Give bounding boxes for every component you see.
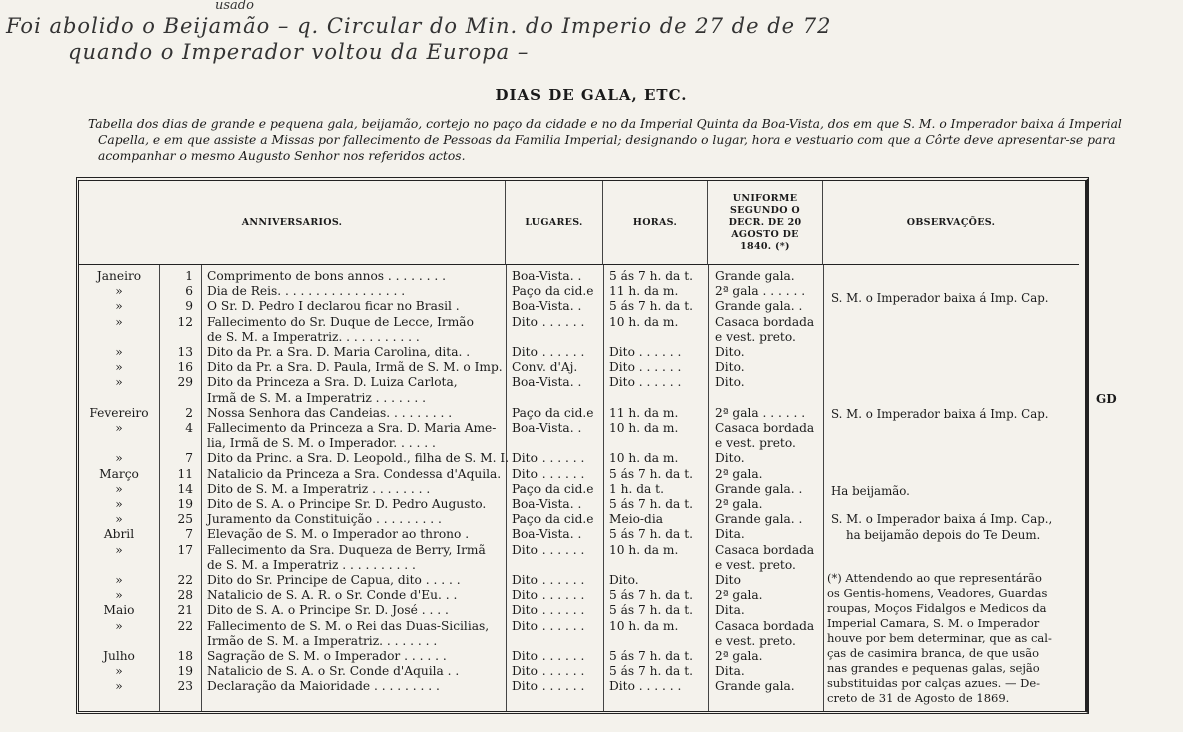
row-month: Janeiro: [96, 269, 142, 283]
row-time: 10 h. da m.: [609, 542, 679, 557]
row-uniform: Grande gala. .: [715, 299, 803, 314]
decree-note-line: Imperial Camara, S. M. o Imperador: [827, 616, 1040, 630]
row-place: Dito . . . . . .: [512, 466, 585, 481]
row-event: Dito de S. M. a Imperatriz . . . . . . . .: [207, 481, 431, 496]
row-place: Dito . . . . . .: [512, 542, 585, 557]
decree-note: [827, 571, 1052, 706]
row-time: 10 h. da m.: [609, 421, 679, 435]
row-day: 9: [185, 299, 193, 314]
row-day: 23: [177, 679, 193, 694]
row-place: Dito . . . . . .: [512, 679, 585, 694]
row-uniform: Casaca bordada: [715, 542, 815, 557]
row-place: Dito . . . . . .: [512, 588, 585, 603]
row-uniform: Casaca bordada: [715, 618, 815, 633]
row-uniform: Dito.: [715, 345, 745, 359]
row-day: 7: [185, 527, 193, 542]
row-time: 5 ás 7 h. da t.: [609, 527, 693, 542]
row-month: »: [115, 421, 123, 435]
row-place: Paço da cid.e: [512, 512, 594, 527]
row-day: 17: [177, 542, 193, 557]
row-place: Paço da cid.e: [512, 405, 594, 420]
row-month: »: [115, 664, 123, 679]
row-uniform: Dito.: [715, 451, 745, 466]
row-event: Dito de S. A. o Principe Sr. D. José . . . .: [207, 603, 449, 618]
handwritten-insert: usado: [215, 0, 254, 13]
row-time: 10 h. da m.: [609, 618, 679, 633]
row-day: 13: [177, 345, 193, 359]
row-place: Dito . . . . . .: [512, 603, 585, 618]
row-event: Sagração de S. M. o Imperador . . . . . .: [207, 649, 447, 663]
row-day: 29: [177, 375, 193, 390]
row-uniform: Grande gala.: [715, 679, 795, 694]
row-event: Dito da Pr. a Sra. D. Paula, Irmã de S. M. o Imp.: [207, 360, 503, 375]
row-day: 1: [185, 269, 193, 283]
row-event: Fallecimento de S. M. o Rei das Duas-Sicilias,: [207, 618, 490, 633]
row-day: 25: [177, 512, 193, 527]
row-event: Dia de Reis. . . . . . . . . . . . . . . . .: [207, 284, 406, 299]
row-event: Dito da Pr. a Sra. D. Maria Carolina, dita. .: [207, 345, 471, 359]
row-day: 11: [177, 466, 193, 481]
decree-note-line: creto de 31 de Agosto de 1869.: [827, 691, 1010, 705]
row-day: 7: [185, 451, 193, 466]
row-event: lia, Irmã de S. M. o Imperador. . . . . .: [207, 436, 436, 451]
col-divider-time: [708, 265, 709, 711]
decree-note-line: os Gentis-homens, Veadores, Guardas: [827, 586, 1048, 600]
col-divider-event: [506, 265, 507, 711]
observation-1: S. M. o Imperador baixa á Imp. Cap.: [831, 291, 1049, 305]
row-day: 22: [177, 618, 193, 633]
row-uniform: e vest. preto.: [715, 633, 796, 648]
row-event: Fallecimento da Princeza a Sra. D. Maria Ame-: [207, 421, 497, 435]
handwritten-line-1: Foi abolido o Beijamão – q. Circular do Min. do Imperio de 27 de de 72: [6, 14, 832, 38]
row-month: »: [115, 512, 123, 527]
row-time: 11 h. da m.: [609, 405, 679, 420]
observation-2: S. M. o Imperador baixa á Imp. Cap.: [831, 407, 1049, 421]
decree-note-line: roupas, Moços Fidalgos e Medicos da: [827, 601, 1047, 615]
row-month: Julho: [103, 649, 135, 663]
row-month: Abril: [103, 527, 135, 542]
row-event: Declaração da Maioridade . . . . . . . . .: [207, 679, 440, 694]
row-event: Dito da Princeza a Sra. D. Luiza Carlota,: [207, 375, 458, 390]
row-month: »: [115, 573, 123, 587]
row-event: Irmão de S. M. a Imperatriz. . . . . . . .: [207, 633, 438, 648]
row-day: 28: [177, 588, 193, 603]
row-uniform: Dita.: [715, 527, 745, 542]
header-lugares: LUGARES.: [506, 181, 603, 265]
row-month: Fevereiro: [89, 405, 149, 420]
row-time: 11 h. da m.: [609, 284, 679, 299]
row-day: 18: [177, 649, 193, 663]
row-month: »: [115, 497, 123, 511]
observation-3: Ha beijamão.: [831, 484, 910, 498]
row-uniform: e vest. preto.: [715, 329, 796, 344]
page-title: DIAS DE GALA, ETC.: [495, 86, 688, 104]
row-uniform: Casaca bordada: [715, 421, 815, 435]
row-uniform: 2ª gala . . . . . .: [715, 405, 806, 420]
row-month: Maio: [103, 603, 135, 618]
row-uniform: Grande gala. .: [715, 512, 803, 527]
row-uniform: Dita.: [715, 603, 745, 618]
row-time: 5 ás 7 h. da t.: [609, 269, 693, 283]
row-event: Fallecimento da Sra. Duqueza de Berry, Irmã: [207, 542, 486, 557]
row-time: 5 ás 7 h. da t.: [609, 299, 693, 314]
row-place: Paço da cid.e: [512, 481, 594, 496]
row-place: Dito . . . . . .: [512, 345, 585, 359]
gala-days-table: [76, 177, 1089, 714]
row-event: Natalicio de S. A. o Sr. Conde d'Aquila . .: [207, 664, 460, 679]
row-time: Dito . . . . . .: [609, 360, 682, 375]
col-divider-place: [603, 265, 604, 711]
row-month: »: [115, 284, 123, 299]
row-event: Irmã de S. M. a Imperatriz . . . . . . .: [207, 390, 427, 405]
row-uniform: Dito.: [715, 375, 745, 390]
row-month: »: [115, 345, 123, 359]
handwritten-annotation: [0, 0, 1183, 95]
row-month: »: [115, 299, 123, 314]
decree-note-line: nas grandes e pequenas galas, sejão: [827, 661, 1040, 675]
row-event: Juramento da Constituição . . . . . . . . .: [207, 512, 442, 527]
row-time: 1 h. da t.: [609, 481, 664, 496]
row-place: Boa-Vista. .: [512, 527, 582, 542]
row-place: Boa-Vista. .: [512, 269, 582, 283]
row-place: Boa-Vista. .: [512, 299, 582, 314]
col-divider-day: [201, 265, 202, 711]
row-time: 5 ás 7 h. da t.: [609, 497, 693, 511]
row-place: Dito . . . . . .: [512, 451, 585, 466]
row-place: Dito . . . . . .: [512, 664, 585, 679]
row-day: 21: [177, 603, 193, 618]
row-month: »: [115, 451, 123, 466]
row-month: »: [115, 314, 123, 329]
row-uniform: Casaca bordada: [715, 314, 815, 329]
row-time: 5 ás 7 h. da t.: [609, 588, 693, 603]
row-time: 10 h. da m.: [609, 451, 679, 466]
row-place: Dito . . . . . .: [512, 573, 585, 587]
row-place: Boa-Vista. .: [512, 375, 582, 390]
row-time: 5 ás 7 h. da t.: [609, 649, 693, 663]
row-event: Natalicio da Princeza a Sra. Condessa d'Aquila.: [207, 466, 502, 481]
row-day: 6: [185, 284, 193, 299]
row-day: 14: [177, 481, 193, 496]
row-day: 12: [177, 314, 193, 329]
observation-4b: ha beijamão depois do Te Deum.: [846, 528, 1041, 542]
col-divider-uniform: [823, 265, 824, 711]
row-time: 5 ás 7 h. da t.: [609, 466, 693, 481]
row-place: Boa-Vista. .: [512, 421, 582, 435]
row-place: Dito . . . . . .: [512, 649, 585, 663]
row-place: Paço da cid.e: [512, 284, 594, 299]
observation-4a: S. M. o Imperador baixa á Imp. Cap.,: [831, 512, 1053, 526]
header-observacoes: OBSERVAÇÕES.: [823, 181, 1079, 265]
row-uniform: e vest. preto.: [715, 436, 796, 451]
row-place: Boa-Vista. .: [512, 497, 582, 511]
row-month: »: [115, 679, 123, 694]
row-event: Dito do Sr. Principe de Capua, dito . . . . .: [207, 573, 461, 587]
row-time: Dito.: [609, 573, 639, 587]
row-day: 2: [185, 405, 193, 420]
row-time: Meio-dia: [609, 512, 664, 527]
row-day: 19: [177, 497, 193, 511]
row-time: 5 ás 7 h. da t.: [609, 664, 693, 679]
row-event: de S. M. a Imperatriz. . . . . . . . . . .: [207, 329, 420, 344]
row-event: Natalicio de S. A. R. o Sr. Conde d'Eu. . .: [207, 588, 458, 603]
row-day: 4: [185, 421, 193, 435]
margin-mark: GD: [1096, 392, 1117, 406]
row-time: Dito . . . . . .: [609, 345, 682, 359]
row-place: Dito . . . . . .: [512, 618, 585, 633]
row-uniform: 2ª gala.: [715, 497, 763, 511]
row-event: Comprimento de bons annos . . . . . . . .: [207, 269, 447, 283]
intro-paragraph: Tabella dos dias de grande e pequena gala, beijamão, cortejo no paço da cidade e no da Imperial Quinta da Boa-Vista, dos em que S. M. o Imperador baixa á Imperial Capella, e em que assiste a Missas por fallecimento de Pessoas da Familia Imperial; designando o lugar, hora e vestuario com que a Côrte deve apresentar-se para acompanhar o mesmo Augusto Senhor nos referidos actos.: [88, 117, 1122, 163]
decree-note-line: substituidas por calças azues. — De-: [827, 676, 1041, 690]
row-time: Dito . . . . . .: [609, 375, 682, 390]
row-time: 5 ás 7 h. da t.: [609, 603, 693, 618]
row-event: Elevação de S. M. o Imperador ao throno .: [207, 527, 470, 542]
row-uniform: Dito: [715, 573, 741, 587]
row-month: »: [115, 375, 123, 390]
row-uniform: Dita.: [715, 664, 745, 679]
row-month: »: [115, 542, 123, 557]
header-horas: HORAS.: [603, 181, 708, 265]
row-event: O Sr. D. Pedro I declarou ficar no Brasil .: [207, 299, 460, 314]
row-uniform: Grande gala. .: [715, 481, 803, 496]
row-month: »: [115, 360, 123, 375]
row-uniform: Dito.: [715, 360, 745, 375]
row-month: »: [115, 481, 123, 496]
row-month: »: [115, 618, 123, 633]
header-anniversarios: ANNIVERSARIOS.: [79, 181, 506, 265]
row-event: Dito da Princ. a Sra. D. Leopold., filha de S. M. I.: [207, 451, 510, 466]
row-uniform: Grande gala.: [715, 269, 795, 283]
row-time: 10 h. da m.: [609, 314, 679, 329]
row-month: »: [115, 588, 123, 603]
decree-note-line: houve por bem determinar, que as cal-: [827, 631, 1052, 645]
row-day: 19: [177, 664, 193, 679]
row-uniform: 2ª gala.: [715, 588, 763, 603]
row-event: Fallecimento do Sr. Duque de Lecce, Irmão: [207, 314, 474, 329]
row-place: Conv. d'Aj.: [512, 360, 578, 375]
header-uniforme: UNIFORME SEGUNDO O DECR. DE 20 AGOSTO DE 1840. (*): [708, 181, 823, 265]
row-place: Dito . . . . . .: [512, 314, 585, 329]
row-uniform: 2ª gala.: [715, 466, 763, 481]
row-time: Dito . . . . . .: [609, 679, 682, 694]
decree-note-line: ças de casimira branca, de que usão: [827, 646, 1040, 660]
row-uniform: 2ª gala.: [715, 649, 763, 663]
col-divider-month: [159, 265, 160, 711]
decree-note-line: (*) Attendendo ao que representárão: [827, 571, 1042, 585]
row-uniform: e vest. preto.: [715, 557, 796, 572]
handwritten-line-2: quando o Imperador voltou da Europa –: [68, 40, 530, 64]
row-event: de S. M. a Imperatriz . . . . . . . . . .: [207, 557, 416, 572]
row-day: 16: [177, 360, 193, 375]
row-event: Nossa Senhora das Candeias. . . . . . . . .: [207, 405, 453, 420]
row-month: Março: [99, 466, 139, 481]
row-uniform: 2ª gala . . . . . .: [715, 284, 806, 299]
row-event: Dito de S. A. o Principe Sr. D. Pedro Augusto.: [207, 497, 487, 511]
row-day: 22: [177, 573, 193, 587]
